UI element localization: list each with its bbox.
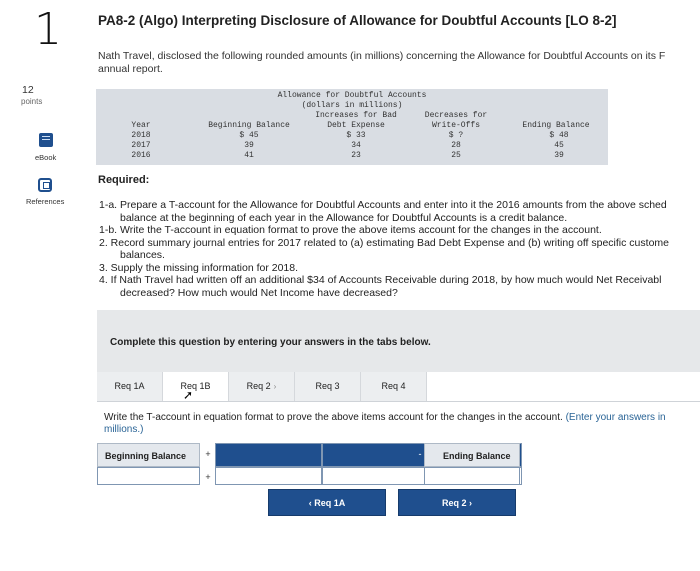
- next-req-button[interactable]: [398, 489, 516, 516]
- next-req-label: Req 2: [441, 498, 467, 508]
- beginning-balance-label: Beginning Balance: [105, 451, 187, 461]
- chevron-left-icon: ‹: [308, 498, 312, 508]
- required-item: 1-b. Write the T-account in equation format to prove the above items account for the changes in the account.: [99, 224, 602, 236]
- cell-year: 2018: [131, 131, 151, 140]
- tab-req-1a[interactable]: [97, 372, 163, 401]
- complete-banner: [97, 310, 700, 372]
- intro-line-2: annual report.: [98, 63, 163, 75]
- required-item: 2. Record summary journal entries for 2017 related to (a) estimating Bad Debt Expense and (b) writing off specific custome: [99, 236, 669, 249]
- ending-balance-cell: [424, 443, 520, 467]
- intro-line-1: Nath Travel, disclosed the following rounded amounts (in millions) concerning the Allowance for Doubtful Accounts on its F: [98, 50, 666, 62]
- header-decreases-2: Write-Offs: [431, 121, 480, 130]
- points-value: 12: [22, 84, 34, 96]
- prev-req-label: Req 1A: [314, 498, 346, 508]
- cell-decreases: 25: [451, 151, 461, 160]
- instruction-text: Write the T-account in equation format to prove the above items account for the changes in the account.: [104, 412, 563, 423]
- tab-label: Req 1B: [180, 381, 211, 391]
- complete-banner-text: Complete this question by entering your answers in the tabs below.: [110, 337, 431, 348]
- question-number: 1: [34, 4, 62, 55]
- disclosure-table: [96, 89, 608, 165]
- references-label: References: [26, 197, 65, 206]
- required-item: decreased? How much would Net Income have decreased?: [120, 286, 398, 299]
- cell-increases: $ 33: [346, 131, 366, 140]
- header-beginning: Beginning Balance: [208, 121, 290, 130]
- tab-label: Req 1A: [114, 381, 145, 391]
- ebook-icon: [39, 133, 53, 147]
- ebook-label: eBook: [35, 153, 57, 162]
- required-item: balance at the beginning of each year in the Allowance for Doubtful Accounts is a credit balance.: [120, 211, 568, 224]
- cell-decreases: $ ?: [448, 131, 464, 140]
- plus-operator-2: +: [205, 472, 211, 482]
- header-decreases-1: Decreases for: [424, 111, 488, 120]
- required-list: [99, 199, 700, 299]
- beginning-balance-cell: [97, 443, 200, 467]
- cell-year: 2017: [131, 141, 151, 150]
- header-increases-2: Debt Expense: [327, 121, 385, 130]
- table-caption-1: Allowance for Doubtful Accounts: [277, 91, 427, 100]
- header-ending: Ending Balance: [522, 121, 590, 130]
- cell-increases: 23: [351, 151, 361, 160]
- cell-year: 2016: [131, 151, 151, 160]
- tab-label: Req 3: [315, 381, 340, 391]
- cell-ending: 39: [554, 151, 564, 160]
- required-item: 3. Supply the missing information for 2018.: [99, 261, 299, 274]
- chevron-right-icon: ›: [273, 382, 277, 391]
- header-increases-1: Increases for Bad: [315, 111, 397, 120]
- tab-req-2[interactable]: [229, 372, 295, 401]
- cell-decreases: 28: [451, 141, 461, 150]
- required-item: 1-a. Prepare a T-account for the Allowance for Doubtful Accounts and enter into it the 2016 amounts from the above sched: [99, 199, 667, 211]
- instruction: [104, 412, 700, 436]
- question-title: PA8-2 (Algo) Interpreting Disclosure of Allowance for Doubtful Accounts [LO 8-2]: [98, 13, 617, 28]
- ending-balance-value[interactable]: [424, 467, 520, 485]
- tab-label: Req 2: [246, 381, 271, 391]
- required-item: balances.: [120, 249, 165, 261]
- increase-input[interactable]: [215, 467, 322, 485]
- prev-req-button[interactable]: [268, 489, 386, 516]
- required-heading: Required:: [98, 174, 150, 186]
- mouse-cursor-icon: ➚: [183, 388, 194, 402]
- cell-beginning: 41: [244, 151, 254, 160]
- beginning-balance-input[interactable]: [97, 467, 200, 485]
- cell-ending: 45: [554, 141, 564, 150]
- points-label: points: [21, 97, 43, 106]
- tab-label: Req 4: [381, 381, 406, 391]
- references-icon: [38, 178, 52, 192]
- cell-ending: $ 48: [549, 131, 569, 140]
- question-intro: [98, 50, 698, 76]
- tab-req-3[interactable]: [295, 372, 361, 401]
- tab-req-1b[interactable]: [163, 372, 229, 401]
- header-year: Year: [131, 121, 151, 130]
- cell-increases: 34: [351, 141, 361, 150]
- cell-beginning: $ 45: [239, 131, 259, 140]
- increase-label-select[interactable]: [215, 443, 322, 467]
- cell-beginning: 39: [244, 141, 254, 150]
- plus-operator: +: [205, 449, 211, 459]
- instruction-note: (Enter your answers in millions.): [104, 412, 666, 435]
- table-caption-2: (dollars in millions): [301, 101, 403, 110]
- tab-req-4[interactable]: [361, 372, 427, 401]
- required-item: 4. If Nath Travel had written off an additional $34 of Accounts Receivable during 2018, by how much would Net Receivabl: [99, 274, 662, 286]
- ending-balance-label: Ending Balance: [443, 451, 511, 461]
- minus-operator: -: [418, 449, 422, 459]
- chevron-right-icon: ›: [469, 498, 473, 508]
